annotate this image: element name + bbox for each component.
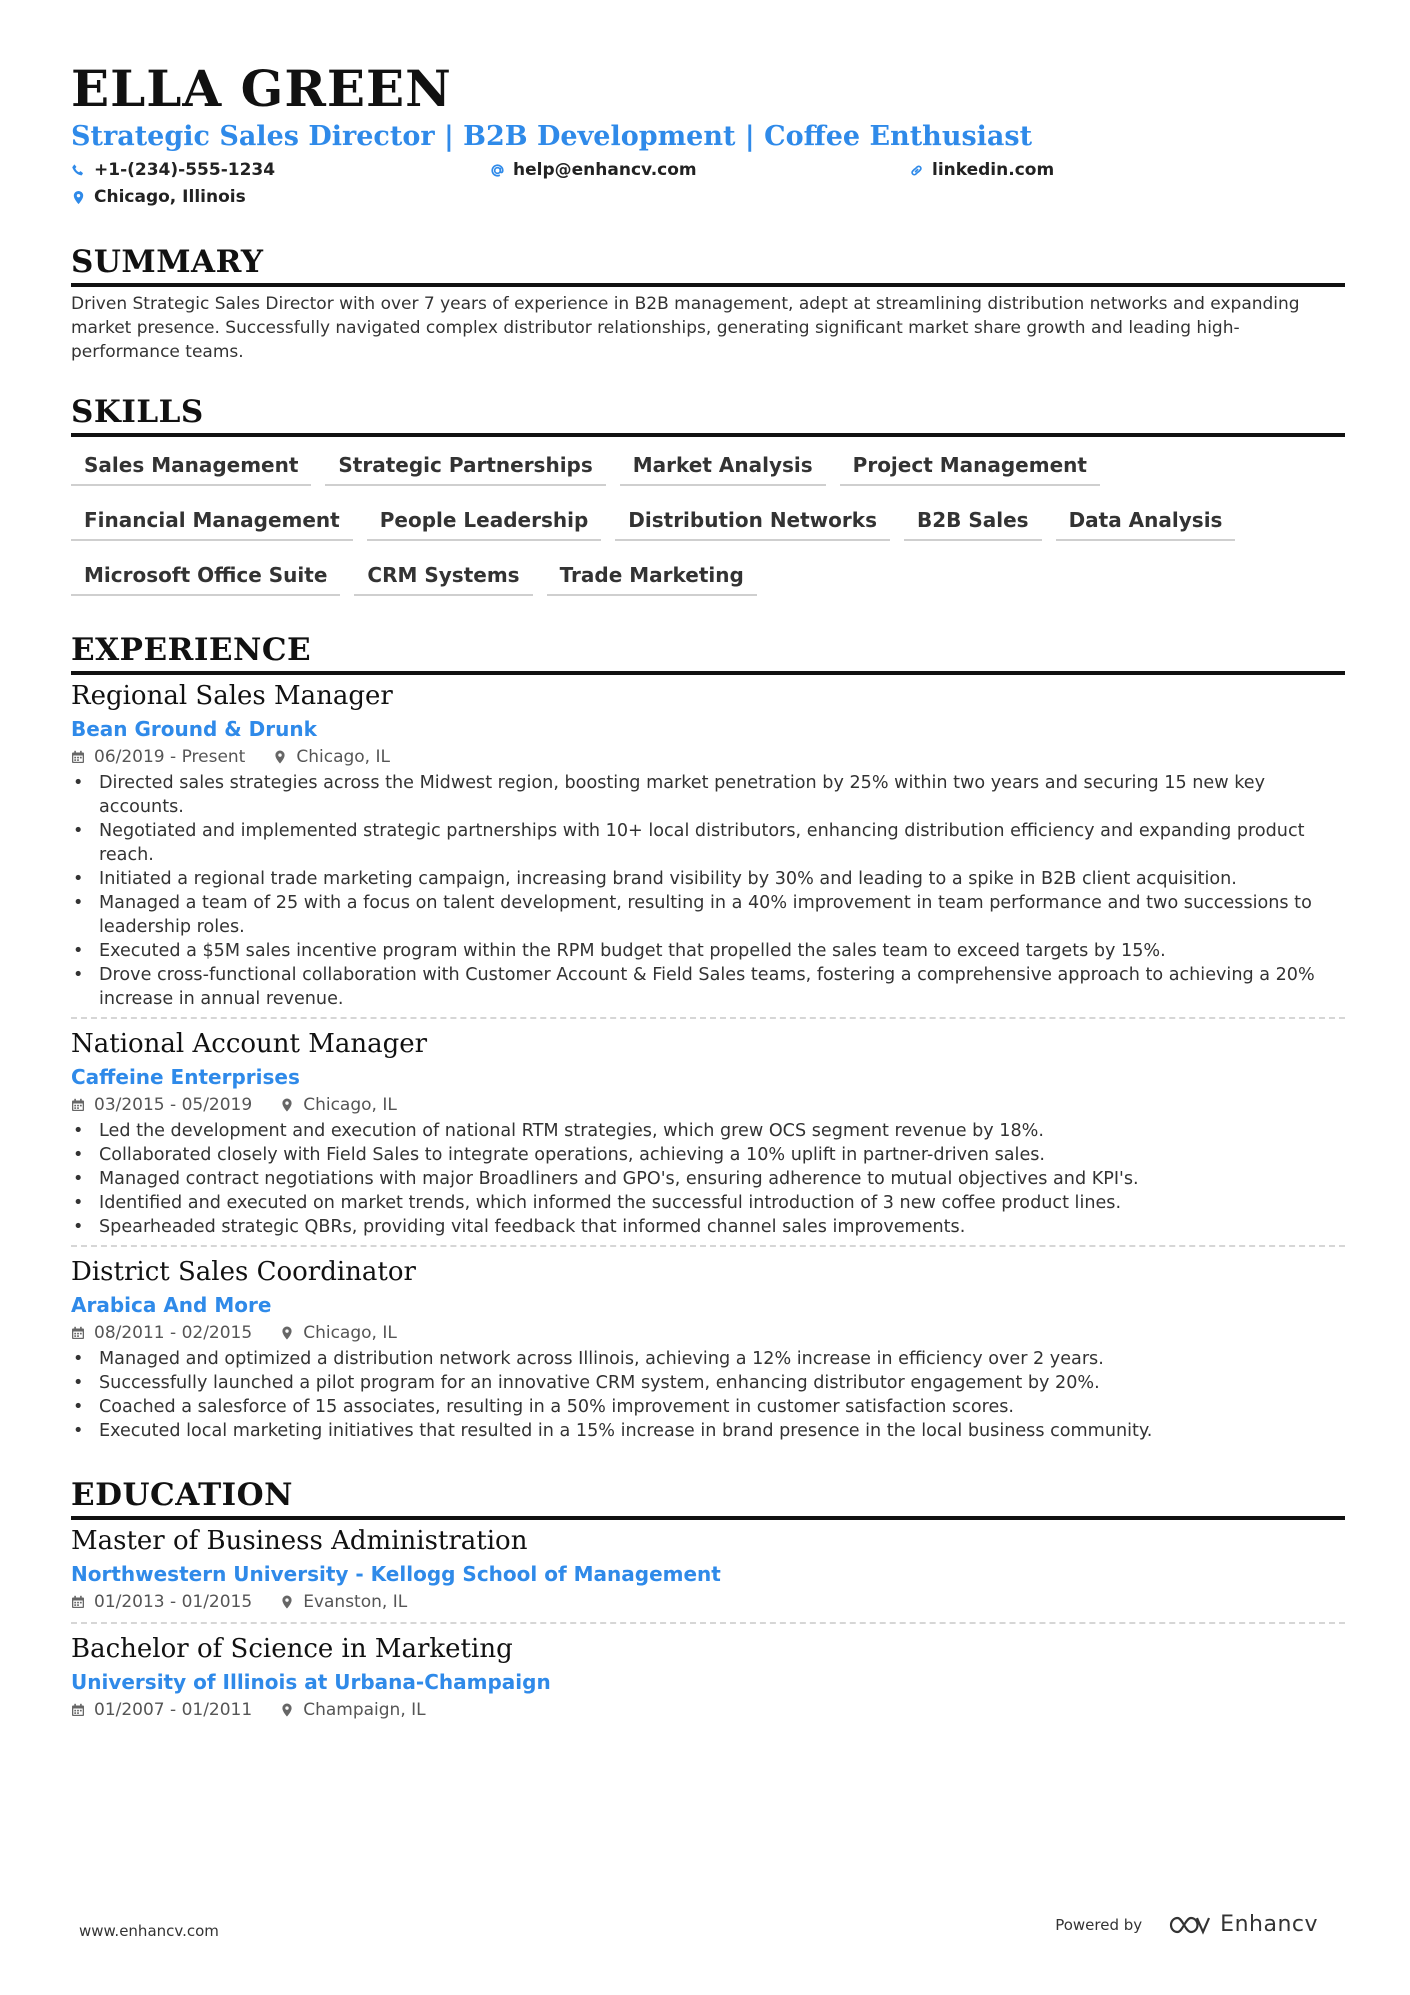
list-item: • Successfully launched a pilot program for an innovative CRM system, enhancing distributor engagement by 20%. [71,1371,1345,1395]
education-dates: 01/2013 - 01/2015 [94,1592,253,1612]
footer-website[interactable]: www.enhancv.com [79,1922,219,1940]
skill-tag: CRM Systems [354,555,532,596]
link-icon [909,163,924,178]
list-item: • Managed and optimized a distribution network across Illinois, achieving a 12% increase in efficiency over 2 years. [71,1347,1345,1371]
experience-entry [71,1245,1345,1449]
achievement-list [71,1347,1345,1443]
resume-header [71,58,1345,209]
skill-tag: Market Analysis [620,445,826,486]
company-name[interactable]: Arabica And More [71,1293,272,1317]
contact-email[interactable] [490,158,909,182]
map-pin-icon [280,1595,294,1609]
job-location: Chicago, IL [303,1323,397,1343]
education-dates: 01/2007 - 01/2011 [94,1700,253,1720]
list-item: • Executed local marketing initiatives that resulted in a 15% increase in brand presence in the local business community. [71,1419,1345,1443]
at-sign-icon [490,163,505,178]
list-item: • Spearheaded strategic QBRs, providing vital feedback that informed channel sales improvements. [71,1215,1345,1239]
phone-icon [71,163,86,178]
calendar-icon [71,1326,85,1340]
achievement-list [71,771,1345,1011]
calendar-icon [71,1703,85,1717]
education-meta [71,1696,1345,1724]
summary-title: SUMMARY [71,242,1345,287]
skill-tag: B2B Sales [904,500,1042,541]
education-entry [71,1622,1345,1730]
map-pin-icon [280,1326,294,1340]
degree-title: Bachelor of Science in Marketing [71,1634,513,1664]
skill-tag: Data Analysis [1056,500,1236,541]
job-meta [71,1319,1345,1347]
list-item: • Led the development and execution of national RTM strategies, which grew OCS segment revenue by 18%. [71,1119,1345,1143]
skill-tag: Microsoft Office Suite [71,555,340,596]
job-dates: 03/2015 - 05/2019 [94,1095,253,1115]
company-name[interactable]: Caffeine Enterprises [71,1065,300,1089]
list-item: • Coached a salesforce of 15 associates, resulting in a 50% improvement in customer satisfaction scores. [71,1395,1345,1419]
skill-tag: Distribution Networks [615,500,890,541]
list-item: • Managed contract negotiations with major Broadliners and GPO's, ensuring adherence to mutual objectives and KPI's. [71,1167,1345,1191]
achievement-list [71,1119,1345,1239]
list-item: • Managed a team of 25 with a focus on talent development, resulting in a 40% improvement in team performance and two successions to leadership roles. [71,891,1345,939]
skill-tag: Project Management [840,445,1100,486]
summary-section [71,242,1345,364]
skill-tag: Sales Management [71,445,311,486]
brand-logo[interactable] [1168,1912,1318,1937]
list-item: • Directed sales strategies across the Midwest region, boosting market penetration by 25% within two years and securing 15 new key accounts. [71,771,1345,819]
list-item: • Executed a $5M sales incentive program within the RPM budget that propelled the sales team to exceed targets by 15%. [71,939,1345,963]
candidate-headline: Strategic Sales Director | B2B Development | Coffee Enthusiast [71,121,1033,152]
education-section [71,1475,1345,1730]
location-text: Chicago, Illinois [94,187,246,207]
job-meta [71,743,1345,771]
list-item: • Negotiated and implemented strategic partnerships with 10+ local distributors, enhancing distribution efficiency and expanding product reach. [71,819,1345,867]
skill-tag: Financial Management [71,500,353,541]
footer-branding [1055,1912,1318,1937]
enhancv-logo-icon [1168,1913,1212,1937]
calendar-icon [71,750,85,764]
list-item: • Collaborated closely with Field Sales to integrate operations, achieving a 10% uplift in partner-driven sales. [71,1143,1345,1167]
skills-section [71,392,1345,610]
linkedin-text: linkedin.com [932,160,1055,180]
brand-name: Enhancv [1220,1912,1318,1937]
job-title: Regional Sales Manager [71,681,393,711]
map-pin-icon [280,1703,294,1717]
education-entry [71,1524,1345,1622]
map-pin-icon [273,750,287,764]
job-dates: 06/2019 - Present [94,747,246,767]
education-title: EDUCATION [71,1475,1345,1520]
phone-text: +1-(234)-555-1234 [94,160,276,180]
contact-info [71,158,1345,209]
education-location: Evanston, IL [303,1592,408,1612]
candidate-name: ELLA GREEN [71,59,452,118]
map-pin-icon [280,1098,294,1112]
education-meta [71,1588,1345,1616]
school-name[interactable]: University of Illinois at Urbana-Champaign [71,1670,551,1694]
job-title: National Account Manager [71,1029,428,1059]
map-pin-icon [71,190,86,205]
skill-tag: Trade Marketing [547,555,757,596]
contact-location [71,185,490,209]
powered-by-label: Powered by [1055,1915,1143,1934]
school-name[interactable]: Northwestern University - Kellogg School of Management [71,1562,721,1586]
experience-entry [71,1017,1345,1245]
contact-linkedin[interactable] [909,158,1345,182]
job-location: Chicago, IL [296,747,390,767]
company-name[interactable]: Bean Ground & Drunk [71,717,317,741]
calendar-icon [71,1595,85,1609]
list-item: • Initiated a regional trade marketing campaign, increasing brand visibility by 30% and leading to a spike in B2B client acquisition. [71,867,1345,891]
calendar-icon [71,1098,85,1112]
resume-page [71,58,1345,1730]
job-meta [71,1091,1345,1119]
skills-list [71,445,1345,610]
summary-text: Driven Strategic Sales Director with over 7 years of experience in B2B management, adept at streamlining distribution networks and expanding market presence. Successfully navigated complex distributor relationships, generating significant market share growth and leading high-performance teams. [71,294,1300,362]
education-location: Champaign, IL [303,1700,426,1720]
job-dates: 08/2011 - 02/2015 [94,1323,253,1343]
degree-title: Master of Business Administration [71,1526,528,1556]
job-title: District Sales Coordinator [71,1257,416,1287]
skills-title: SKILLS [71,392,1345,437]
skill-tag: People Leadership [367,500,602,541]
experience-title: EXPERIENCE [71,630,1345,675]
email-text: help@enhancv.com [513,160,697,180]
list-item: • Identified and executed on market trends, which informed the successful introduction of 3 new coffee product lines. [71,1191,1345,1215]
skill-tag: Strategic Partnerships [325,445,605,486]
job-location: Chicago, IL [303,1095,397,1115]
experience-section [71,630,1345,1449]
contact-phone[interactable] [71,158,490,182]
list-item: • Drove cross-functional collaboration with Customer Account & Field Sales teams, fostering a comprehensive approach to achieving a 20% increase in annual revenue. [71,963,1345,1011]
experience-entry [71,679,1345,1017]
